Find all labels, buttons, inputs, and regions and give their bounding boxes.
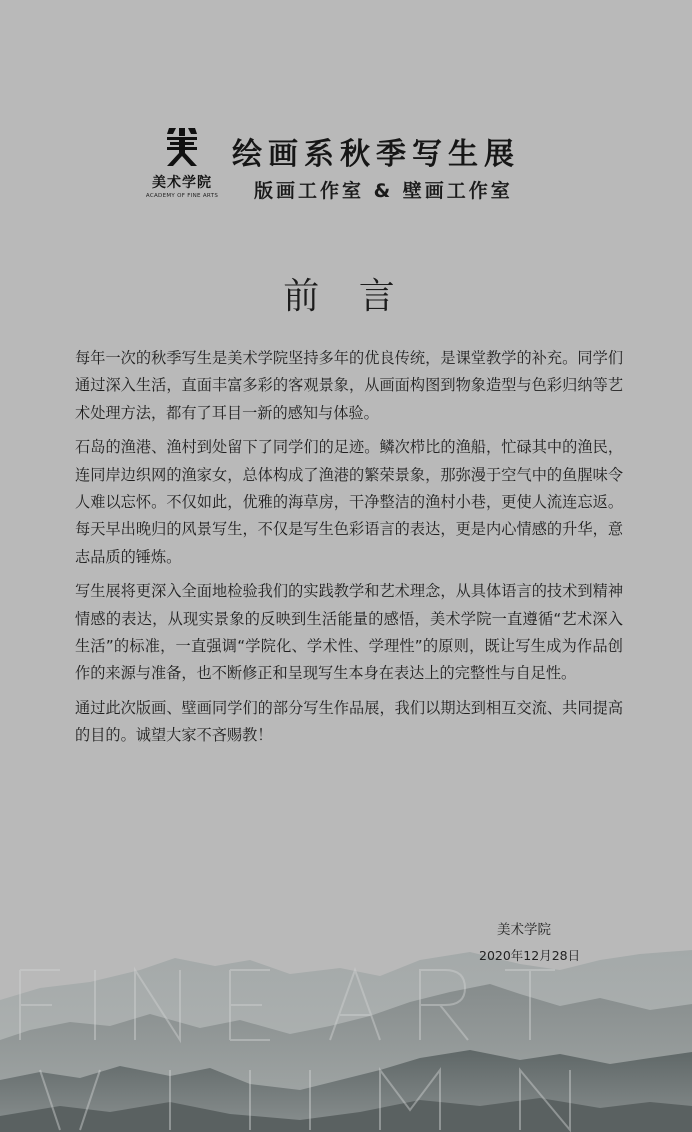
preface-body bbox=[75, 345, 623, 757]
exhibition-subtitle: 版画工作室 & 壁画工作室 bbox=[254, 180, 513, 202]
preface-paragraph: 石岛的渔港、渔村到处留下了同学们的足迹。鳞次栉比的渔船，忙碌其中的渔民，连同岸边织网的渔家女，总体构成了渔港的繁荣景象，那弥漫于空气中的鱼腥味令人难以忘怀。不仅如此，优雅的海草房，干净整洁的渔村小巷，更使人流连忘返。每天早出晚归的风景写生，不仅是写生色彩语言的表达，更是内心情感的升华，意志品质的锤炼。 bbox=[75, 438, 623, 566]
preface-paragraph: 写生展将更深入全面地检验我们的实践教学和艺术理念，从具体语言的技术到精神情感的表达，从现实景象的反映到生活能量的感悟，美术学院一直遵循“艺术深入生活”的标准，一直强调“学院化、学术性、学理性”的原则，既让写生成为作品创作的来源与准备，也不断修正和呈现写生本身在表达上的完整性与自足性。 bbox=[75, 582, 623, 683]
preface-heading: 前 言 bbox=[283, 276, 409, 317]
signature-name: 美术学院 bbox=[497, 922, 551, 938]
signature-date: 2020年12月28日 bbox=[479, 948, 581, 963]
academy-name-en: ACADEMY OF FINE ARTS bbox=[145, 193, 219, 199]
exhibition-title: 绘画系秋季写生展 bbox=[232, 137, 520, 172]
academy-name-cn: 美术学院 bbox=[152, 175, 212, 191]
preface-paragraph: 通过此次版画、壁画同学们的部分写生作品展，我们以期达到相互交流、共同提高的目的。诚望大家不吝赐教！ bbox=[75, 698, 623, 745]
ink-mountain-landscape bbox=[0, 930, 692, 1132]
preface-paragraph: 每年一次的秋季写生是美术学院坚持多年的优良传统，是课堂教学的补充。同学们通过深入生活，直面丰富多彩的客观景象，从画面构图到物象造型与色彩归纳等艺术处理方法，都有了耳目一新的感知与体验。 bbox=[75, 349, 623, 422]
academy-emblem-icon bbox=[165, 126, 199, 168]
academy-logo bbox=[142, 126, 222, 199]
